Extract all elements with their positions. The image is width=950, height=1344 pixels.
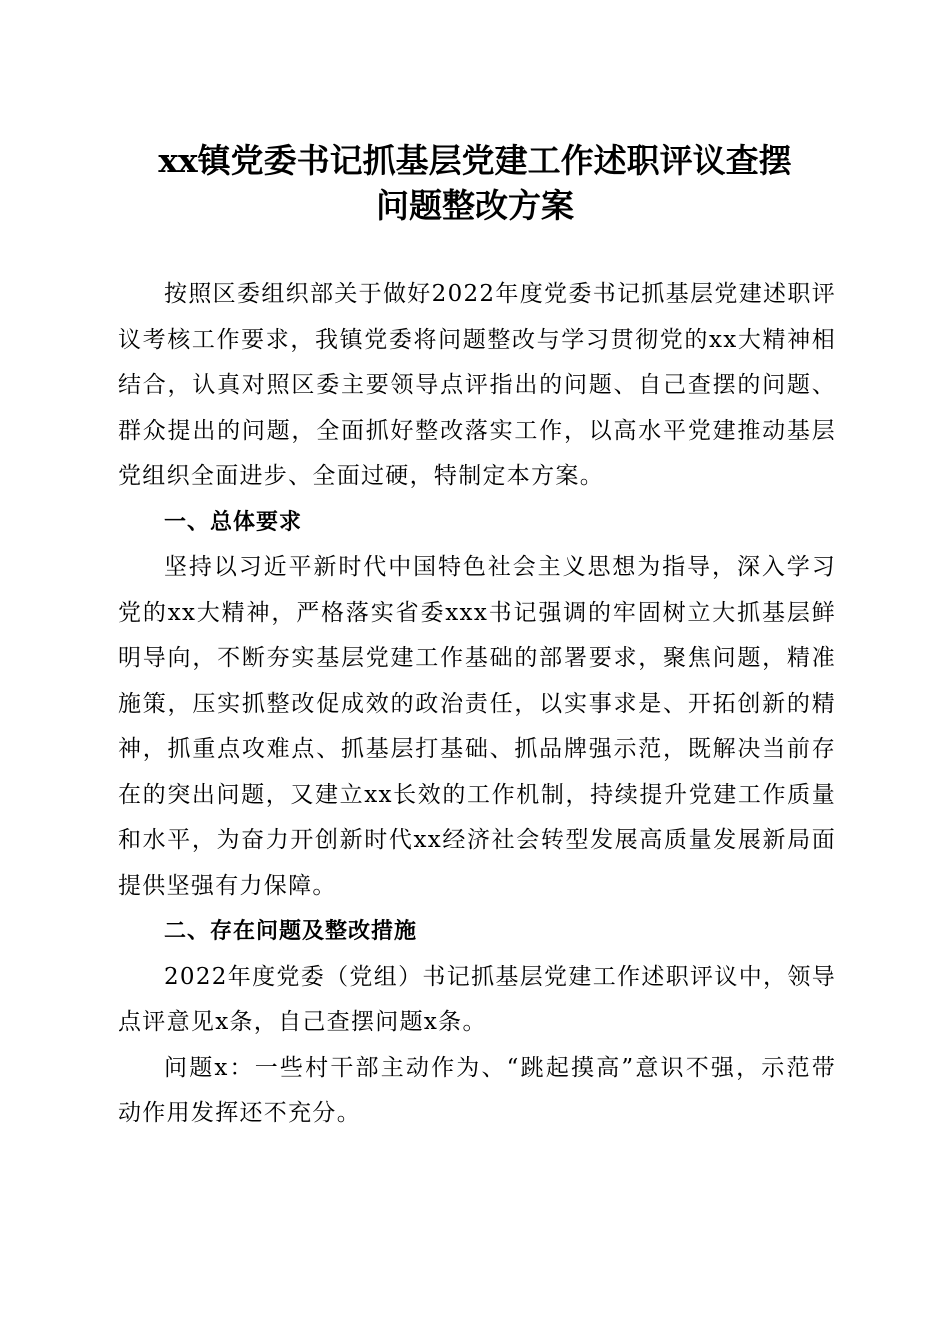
section-heading-problems-and-measures: 二、存在问题及整改措施 (164, 919, 418, 944)
problems-summary-paragraph: 2022年度党委（党组）书记抓基层党建工作述职评议中，领导点评意见x条，自己查摆问题x条。 (118, 963, 836, 1035)
problem-item-paragraph: 问题x：一些村干部主动作为、“跳起摸高”意识不强，示范带动作用发挥还不充分。 (118, 1054, 836, 1126)
document-body (118, 272, 836, 1137)
intro-paragraph: 按照区委组织部关于做好2022年度党委书记抓基层党建述职评议考核工作要求，我镇党委将问题整改与学习贯彻党的xx大精神相结合，认真对照区委主要领导点评指出的问题、自己查摆的问题、群众提出的问题，全面抓好整改落实工作，以高水平党建推动基层党组织全面进步、全面过硬，特制定本方案。 (118, 281, 836, 489)
section-heading-overall-requirements: 一、总体要求 (164, 509, 303, 535)
document-title-line-1: xx镇党委书记抓基层党建工作述职评议查摆 (158, 141, 792, 180)
overall-requirements-paragraph: 坚持以习近平新时代中国特色社会主义思想为指导，深入学习党的xx大精神，严格落实省委xxx书记强调的牢固树立大抓基层鲜明导向，不断夯实基层党建工作基础的部署要求，聚焦问题，精准施策，压实抓整改促成效的政治责任，以实事求是、开拓创新的精神，抓重点攻难点、抓基层打基础、抓品牌强示范，既解决当前存在的突出问题，又建立xx长效的工作机制，持续提升党建工作质量和水平，为奋力开创新时代xx经济社会转型发展高质量发展新局面提供坚强有力保障。 (118, 554, 836, 899)
document-title-line-2: 问题整改方案 (376, 186, 574, 225)
